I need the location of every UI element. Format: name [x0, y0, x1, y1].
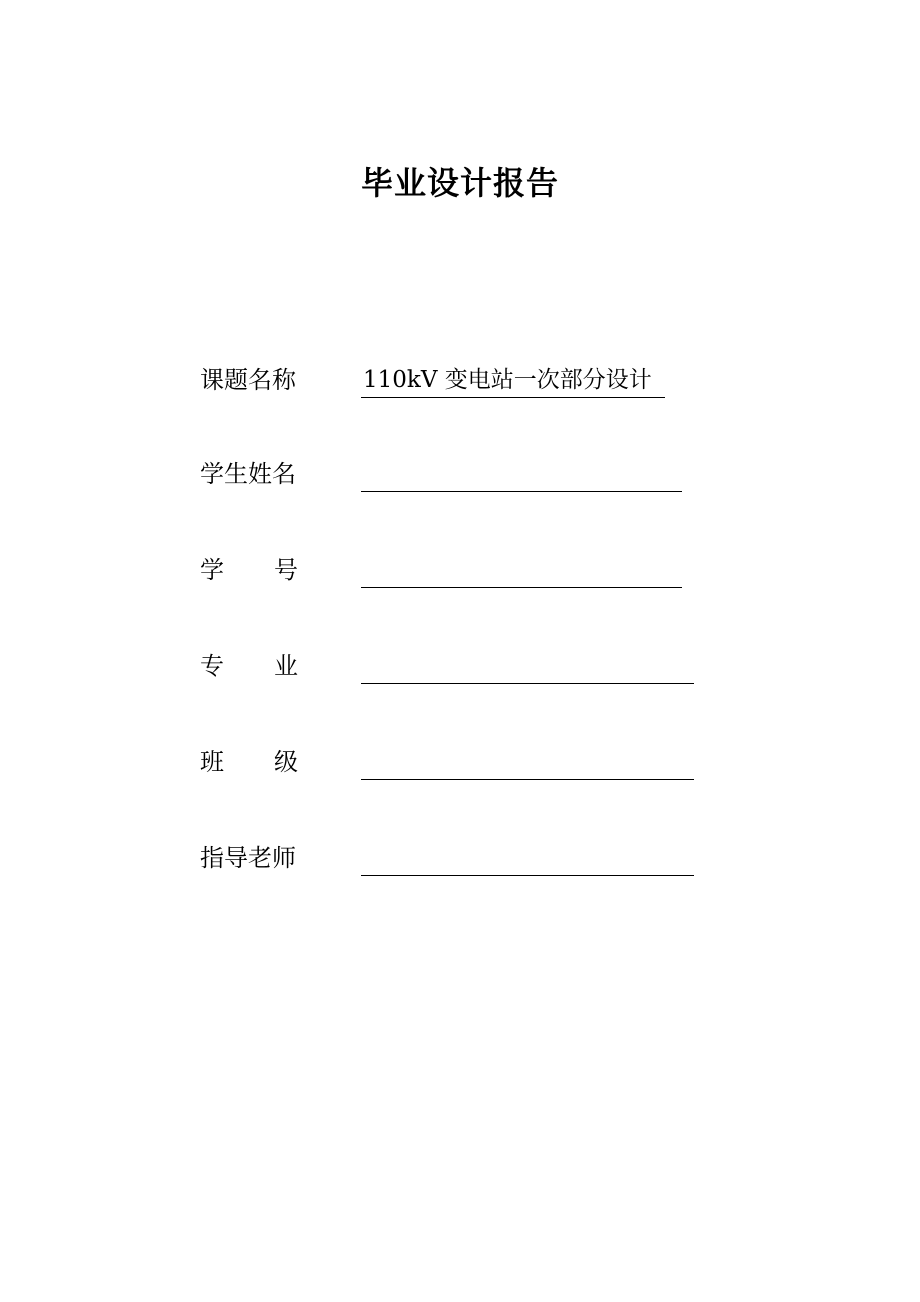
major-field	[361, 648, 694, 684]
student-name-field	[361, 456, 682, 492]
student-id-label-char-2: 号	[274, 556, 298, 584]
major-label	[200, 648, 298, 684]
class-field	[361, 744, 694, 780]
student-id-label	[200, 552, 298, 588]
class-label-char-2: 级	[274, 748, 298, 776]
topic-field: 110kV 变电站一次部分设计	[361, 362, 665, 398]
class-label-char-1: 班	[200, 748, 224, 776]
student-id-field	[361, 552, 682, 588]
advisor-label: 指导老师	[200, 844, 296, 872]
topic-label: 课题名称	[200, 366, 296, 394]
class-label	[200, 744, 298, 780]
major-label-char-2: 业	[274, 652, 298, 680]
advisor-field	[361, 840, 694, 876]
document-title: 毕业设计报告	[360, 164, 559, 202]
major-label-char-1: 专	[200, 652, 224, 680]
student-id-label-char-1: 学	[200, 556, 224, 584]
student-name-label: 学生姓名	[200, 460, 296, 488]
